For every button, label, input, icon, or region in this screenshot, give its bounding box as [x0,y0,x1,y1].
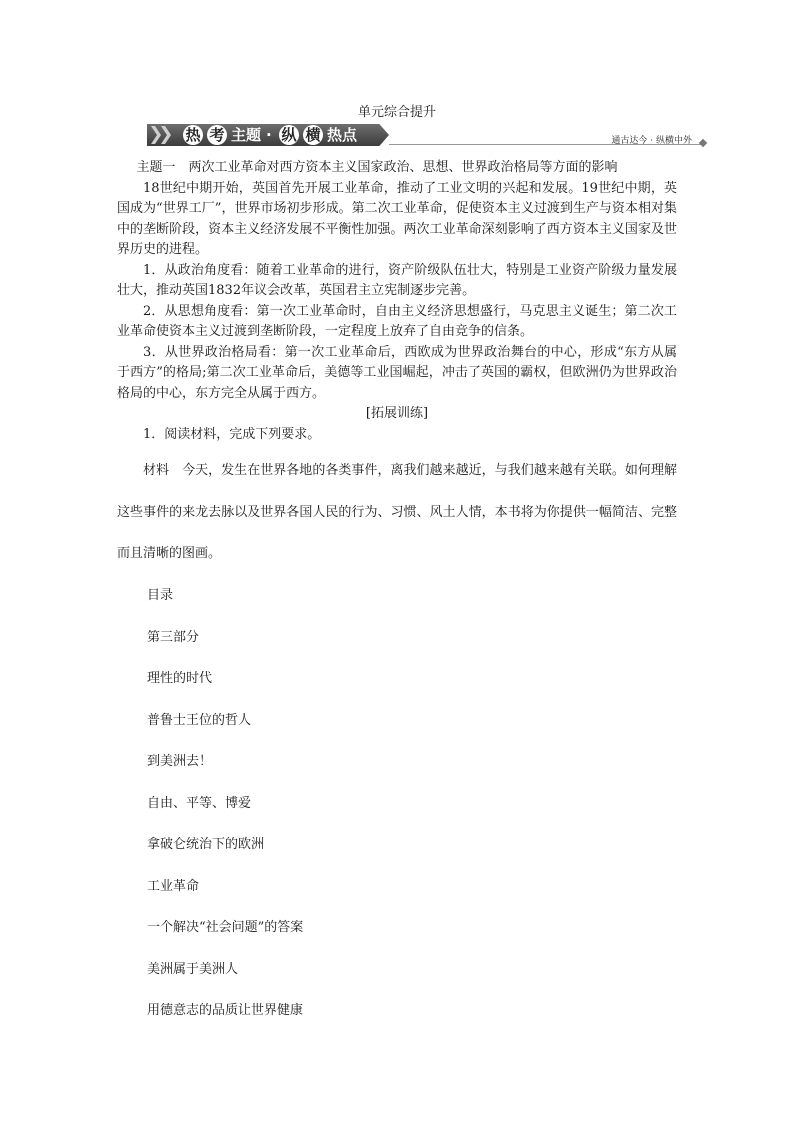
topic-point: 1．从政治角度看：随着工业革命的进行，资产阶级队伍壮大，特别是工业资产阶级力量发展壮大，推动英国1832年议会改革，英国君主立宪制逐步完善。 [117,262,677,298]
toc-item: 理性的时代 [147,671,213,686]
toc-item: 一个解决“社会问题”的答案 [147,920,304,935]
topic-point: 3．从世界政治格局看：第一次工业革命后，西欧成为世界政治舞台的中心，形成“东方从属于西方”的格局;第二次工业革命后，美德等工业国崛起，冲击了英国的霸权，但欧洲仍为世界政治格局的中心，东方完全从属于西方。 [117,344,677,401]
toc-item: 第三部分 [147,629,200,645]
question: 1．阅读材料，完成下列要求。 [143,426,321,442]
toc-item: 用德意志的品质让世界健康 [147,1003,304,1018]
topic-heading: 主题一 两次工业革命对西方资本主义国家政治、思想、世界政治格局等方面的影响 [136,160,618,175]
toc-list [147,575,303,1032]
topic-intro: 18世纪中期开始，英国首先开展工业革命，推动了工业文明的兴起和发展。19世纪中期，英国成为“世界工厂”，世界市场初步形成。第二次工业革命，促使资本主义过渡到生产与资本相对集中的垄断阶段，资本主义经济发展不平衡性加强。两次工业革命深刻影响了西方资本主义国家及世界历史的进程。 [117,180,677,257]
page-title: 单元综合提升 [357,105,436,120]
topic-point: 2．从思想角度看：第一次工业革命时，自由主义经济思想盛行，马克思主义诞生；第二次工业革命使资本主义过渡到垄断阶段，一定程度上放弃了自由竞争的信条。 [117,303,677,339]
toc-item: 普鲁士王位的哲人 [147,712,252,728]
section-banner [147,124,712,150]
banner-char: 纵 [279,125,299,145]
banner-text: 热点 [327,126,358,144]
toc-item: 工业革命 [147,878,200,894]
banner-char: 考 [207,125,227,145]
toc-item: 美洲属于美洲人 [147,961,239,977]
material-paragraph: 材料 今天，发生在世界各地的各类事件，离我们越来越近，与我们越来越有关联。如何理解这些事件的来龙去脉以及世界各国人民的行为、习惯、风土人情，本书将为你提供一幅简洁、完整而且清晰的图画。 [117,463,677,561]
banner-char: 热 [183,125,203,145]
toc-item: 目录 [147,588,174,603]
banner-char: 横 [303,125,323,145]
material-paragraph-wrap [117,450,677,575]
training-label: [拓展训练] [365,406,429,421]
banner-slogan: 通古达今 · 纵横中外 [611,136,692,146]
toc-item: 拿破仑统治下的欧洲 [147,837,265,852]
toc-item: 自由、平等、博爱 [147,795,252,811]
diamond-icon [699,139,707,147]
banner-dot: · [266,126,272,144]
topic-section [117,158,677,445]
toc-item: 到美洲去！ [147,754,213,769]
banner-text: 主题 [231,126,262,144]
